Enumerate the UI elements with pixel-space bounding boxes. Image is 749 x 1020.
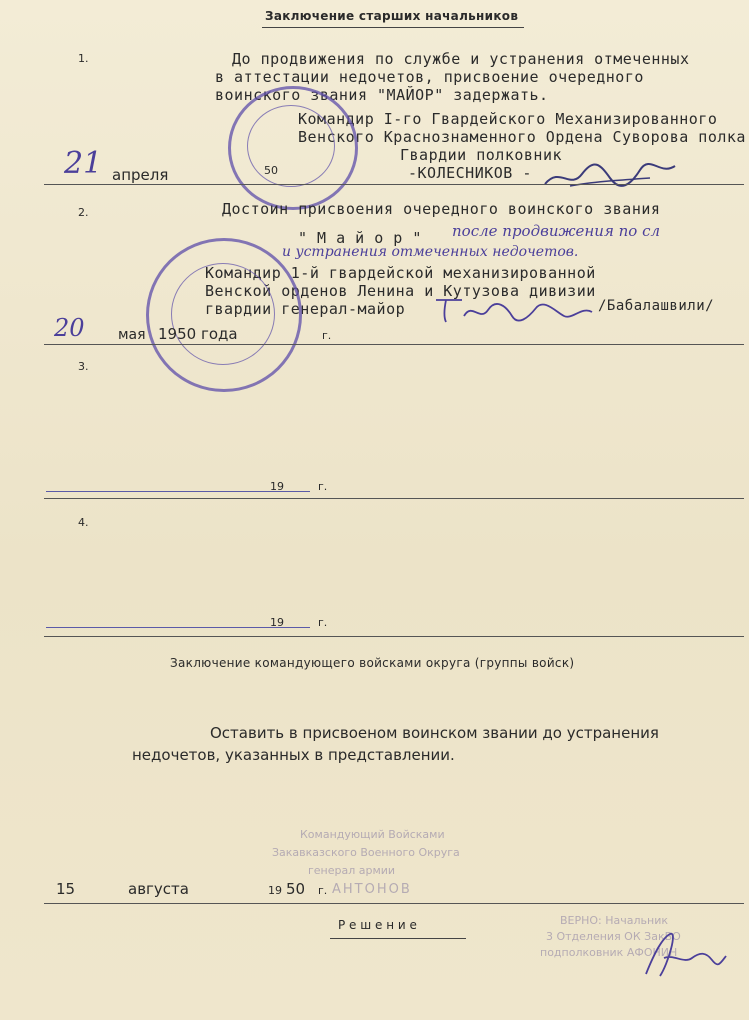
- block1-day: 21: [64, 146, 103, 181]
- block3-number: 3.: [78, 360, 89, 373]
- decision-underline: [330, 938, 466, 939]
- block1-sig-line2: Венского Краснознаменного Ордена Суворова полка: [298, 128, 746, 146]
- block4-g: г.: [318, 616, 328, 629]
- block2-day: 20: [54, 314, 85, 342]
- district-text-line1: Оставить в присвоеном воинском звании до устранения: [210, 724, 659, 742]
- block1-date-rule: [44, 184, 744, 185]
- district-year-suffix: 50: [286, 880, 306, 898]
- block2-name: /Бабалашвили/: [598, 298, 715, 314]
- signature-3: [640, 924, 730, 988]
- district-faded-right2: 3 Отделения ОК ЗакВО: [546, 930, 681, 943]
- district-faded-line2: Закавказского Военного Округа: [272, 846, 460, 859]
- district-faded-right1: ВЕРНО: Начальник: [560, 914, 669, 927]
- district-year-prefix: 19: [268, 884, 282, 897]
- block2-hand-line2: и устранения отмеченных недочетов.: [282, 244, 579, 260]
- district-faded-right3: подполковник АФОНИН: [540, 946, 678, 959]
- block1-text-line3: воинского звания "МАЙОР" задержать.: [215, 86, 549, 104]
- block2-g: г.: [322, 329, 332, 342]
- district-g: г.: [318, 884, 328, 897]
- block1-text-line1: До продвижения по службе и устранения отмеченных: [232, 50, 690, 68]
- block2-line1: Достоин присвоения очередного воинского звания: [222, 200, 661, 218]
- block3-rule: [44, 498, 744, 499]
- block4-number: 4.: [78, 516, 89, 529]
- block1-text-line2: в аттестации недочетов, присвоение очередного: [215, 68, 644, 86]
- block1-month: апреля: [112, 166, 169, 184]
- section-header: Заключение старших начальников: [265, 9, 519, 23]
- block2-date-rule: [44, 344, 744, 345]
- block4-year: 19: [270, 616, 284, 629]
- block1-name: -КОЛЕСНИКОВ -: [408, 164, 532, 182]
- block2-hand-line1: после продвижения по сл: [452, 222, 661, 240]
- district-faded-line3: генерал армии: [308, 864, 396, 877]
- signature-2: [432, 292, 597, 328]
- block2-sig-line2: Венской орденов Ленина и Кутузова дивизии: [205, 282, 596, 300]
- block2-month: мая: [118, 327, 146, 343]
- seal-stamp-2: [146, 238, 302, 392]
- seal-stamp-1: [228, 86, 358, 210]
- district-month: августа: [128, 880, 189, 898]
- block2-rank: " М а й о р ": [298, 229, 422, 247]
- district-text-line2: недочетов, указанных в представлении.: [132, 746, 455, 764]
- district-date-rule: [44, 903, 744, 904]
- block3-year: 19: [270, 480, 284, 493]
- district-day: 15: [56, 880, 76, 898]
- block2-number: 2.: [78, 206, 89, 219]
- block1-sig-line1: Командир I-го Гвардейского Механизированного: [298, 110, 718, 128]
- block2-sig-line1: Командир 1-й гвардейской механизированной: [205, 264, 596, 282]
- block4-rule: [44, 636, 744, 637]
- header-underline: [262, 27, 524, 28]
- block1-year: 50: [264, 164, 278, 177]
- block3-g: г.: [318, 480, 328, 493]
- signature-1: [540, 156, 680, 196]
- district-faded-line1: Командующий Войсками: [300, 828, 445, 841]
- district-header: Заключение командующего войсками округа (группы войск): [170, 656, 575, 670]
- block1-number: 1.: [78, 52, 89, 65]
- block2-year: 1950 года: [158, 325, 238, 343]
- block1-sig-line3: Гвардии полковник: [400, 146, 563, 164]
- decision-header: Р е ш е н и е: [338, 918, 417, 932]
- district-faded-line4: АНТОНОВ: [332, 882, 412, 897]
- block2-sig-line3: гвардии генерал-майор: [205, 300, 406, 318]
